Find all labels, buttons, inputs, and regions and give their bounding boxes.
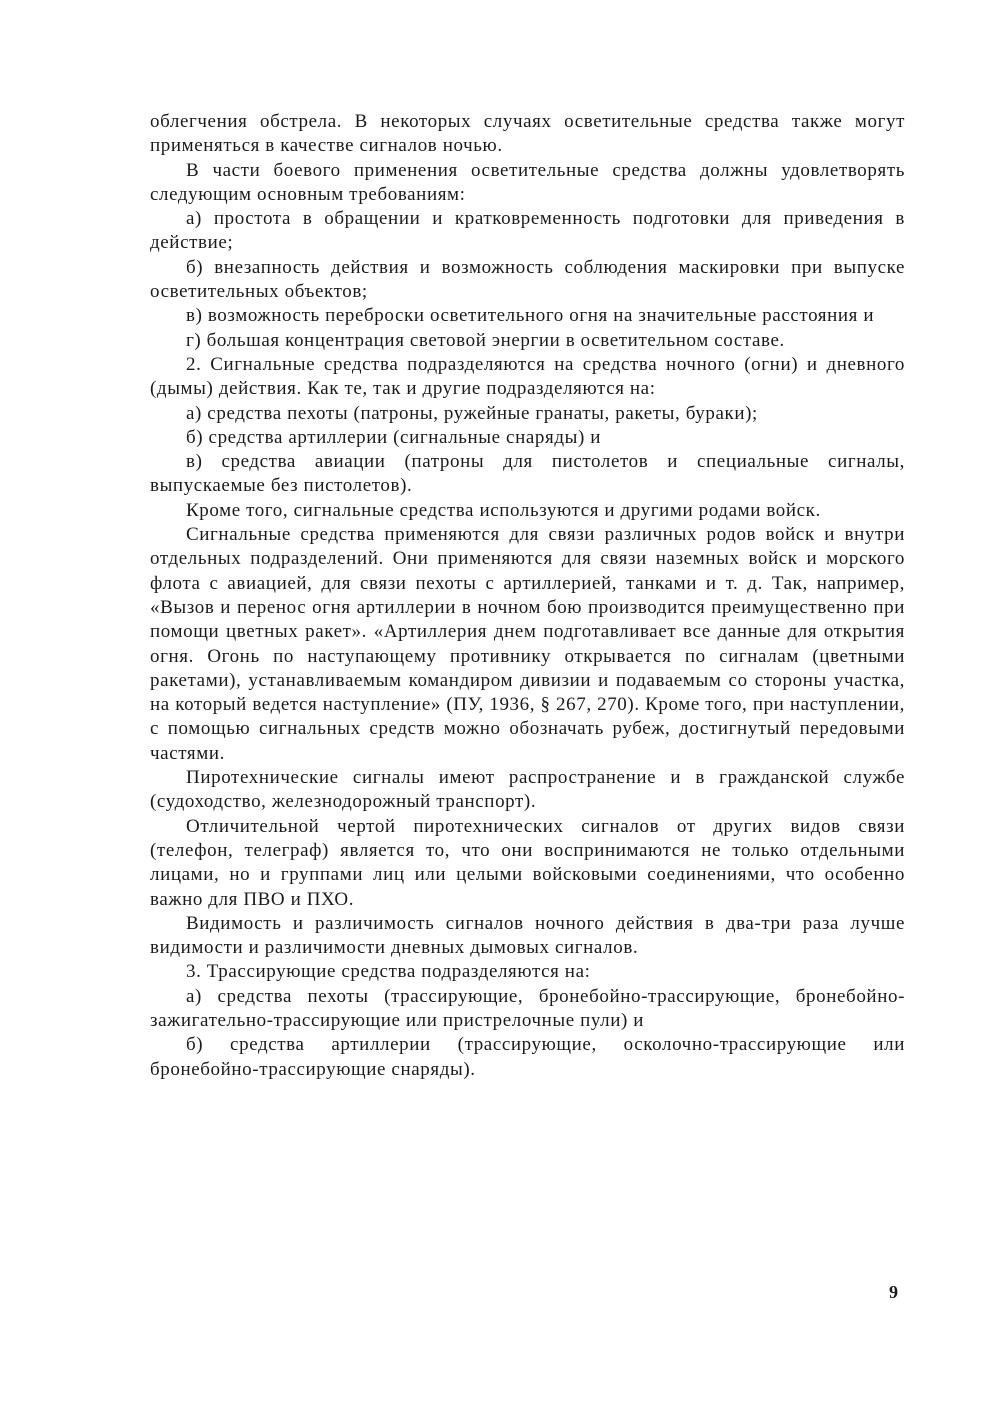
paragraph-1: В части боевого применения осветительные средства должны удовлетворять следующим основным требованиям: <box>150 159 905 205</box>
list-item-b: б) средства артиллерии (трассирующие, осколочно-трассирующие или бронебойно-трассирующие снаряды). <box>150 1034 905 1080</box>
page-number: 9 <box>889 1282 898 1302</box>
paragraph-0: облегчения обстрела. В некоторых случаях осветительные средства также могут применяться в качестве сигналов ночью. <box>150 111 905 157</box>
page-body <box>150 110 905 1082</box>
list-item-g: г) большая концентрация световой энергии в осветительном составе. <box>186 329 785 351</box>
section-2-heading-paragraph: 2. Сигнальные средства подразделяются на средства ночного (огни) и дневного (дымы) действия. Как те, так и другие подразделяются на: <box>150 353 905 400</box>
list-item-v: в) средства авиации (патроны для пистолетов и специальные сигналы, выпускаемые без пистолетов). <box>150 451 905 497</box>
paragraph-10: Кроме того, сигнальные средства используются и другими родами войск. <box>186 499 821 521</box>
list-item-b: б) внезапность действия и возможность соблюдения маскировки при выпуске осветительных объектов; <box>150 256 905 303</box>
paragraph-12: Пиротехнические сигналы имеют распространение и в гражданской службе (судоходство, железнодорожный транспорт). <box>150 767 905 813</box>
paragraph-13: Отличительной чертой пиротехнических сигналов от других видов связи (телефон, телеграф) является то, что они воспринимаются не только отдельными лицами, но и группами лиц или целыми войсковыми соединениями, что особенно важно для ПВО и ПХО. <box>150 815 905 910</box>
list-item-a: а) средства пехоты (трассирующие, бронебойно-трассирующие, бронебойно-зажигательно-трассирующие или пристрелочные пули) и <box>150 985 905 1031</box>
list-item-b: б) средства артиллерии (сигнальные снаряды) и <box>186 426 602 448</box>
paragraph-11: Сигнальные средства применяются для связи различных родов войск и внутри отдельных подразделений. Они применяются для связи наземных войск и морского флота с авиацией, для связи пехоты с артиллерией, танками и т. д. Так, например, «Вызов и перенос огня артиллерии в ночном бою производится преимущественно при помощи цветных ракет». «Артиллерия днем подготавливает все данные для открытия огня. Огонь по наступающему противнику открывается по сигналам (цветными ракетами), устанавливаемым командиром дивизии и подаваемым со стороны участка, на который ведется наступление» (ПУ, 1936, § 267, 270). Кроме того, при наступлении, с помощью сигнальных средств можно обозначать рубеж, достигнутый передовыми частями. <box>150 524 905 764</box>
list-item-a: а) средства пехоты (патроны, ружейные гранаты, ракеты, бураки); <box>186 402 758 424</box>
list-item-v: в) возможность переброски осветительного огня на значительные расстояния и <box>186 305 875 327</box>
list-item-a: а) простота в обращении и кратковременность подготовки для приведения в действие; <box>150 208 905 254</box>
section-3-heading-paragraph: 3. Трассирующие средства подразделяются на: <box>186 961 591 983</box>
paragraph-14: Видимость и различимость сигналов ночного действия в два-три раза лучше видимости и различимости дневных дымовых сигналов. <box>150 912 905 959</box>
